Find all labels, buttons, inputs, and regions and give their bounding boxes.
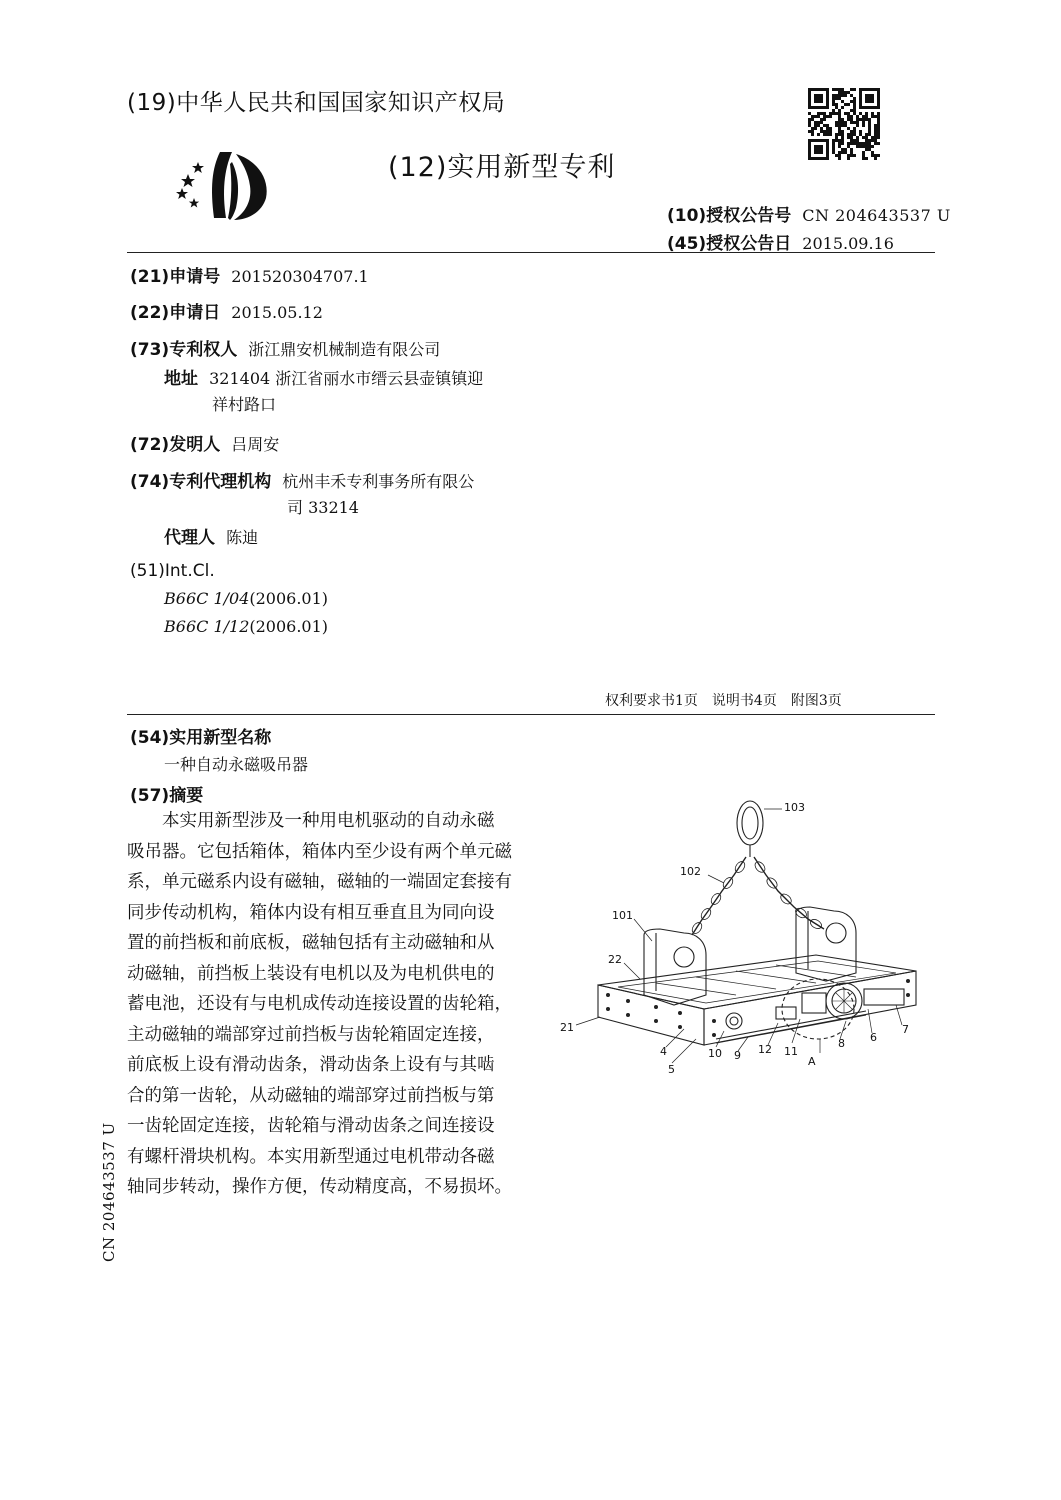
fig-label-9: 9 (734, 1049, 741, 1062)
fig-label-7: 7 (902, 1023, 909, 1036)
address-row (164, 364, 483, 389)
fig-label-6: 6 (870, 1031, 877, 1044)
fig-label-12: 12 (758, 1043, 772, 1056)
cnipa-emblem-icon (176, 148, 272, 224)
fig-label-10: 10 (708, 1047, 722, 1060)
address-line-1: 321404 浙江省丽水市缙云县壶镇镇迎 (209, 369, 484, 388)
fig-label-101: 101 (612, 909, 633, 922)
agent-row (164, 523, 258, 548)
biblio-divider (127, 714, 935, 715)
abstract-label: (57)摘要 (130, 786, 204, 806)
inventor-label: (72)发明人 (130, 435, 221, 455)
patentee-label: (73)专利权人 (130, 340, 238, 360)
abstract-line: 吸吊器。它包括箱体，箱体内至少设有两个单元磁 (127, 841, 512, 862)
ipc-entry (164, 589, 328, 608)
address-label: 地址 (164, 369, 198, 389)
agent: 陈迪 (226, 528, 259, 547)
agency-row (130, 467, 474, 492)
ipc-version: (2006.01) (249, 589, 329, 608)
publication-number: CN 204643537 U (802, 206, 951, 225)
ipc-code: B66C 1/04 (164, 589, 250, 608)
agency-label: (74)专利代理机构 (130, 472, 272, 492)
application-number-row (130, 262, 369, 287)
abstract-line: 有螺杆滑块机构。本实用新型通过电机带动各磁 (127, 1146, 495, 1167)
application-date-row (130, 298, 323, 323)
publication-date: 2015.09.16 (802, 234, 894, 253)
application-date-label: (22)申请日 (130, 303, 221, 323)
page-counts: 权利要求书1页 说明书4页 附图3页 (605, 693, 842, 709)
title-label: (54)实用新型名称 (130, 728, 272, 748)
agency-line-1: 杭州丰禾专利事务所有限公 (282, 472, 475, 491)
abstract-text (127, 806, 537, 1203)
office-name: (19)中华人民共和国国家知识产权局 (127, 90, 506, 116)
inventor: 吕周安 (231, 435, 280, 454)
publication-date-row (667, 229, 894, 254)
ipc-entry (164, 617, 328, 636)
fig-label-8: 8 (838, 1037, 845, 1050)
application-date: 2015.05.12 (231, 303, 323, 322)
application-number: 201520304707.1 (231, 267, 369, 286)
ipc-label: (51)Int.Cl. (130, 561, 215, 581)
abstract-line: 本实用新型涉及一种用电机驱动的自动永磁 (162, 811, 495, 831)
abstract-line: 前底板上设有滑动齿条，滑动齿条上设有与其啮 (127, 1055, 495, 1075)
ipc-version: (2006.01) (249, 617, 329, 636)
abstract-line: 系，单元磁系内设有磁轴，磁轴的一端固定套接有 (127, 872, 512, 892)
fig-label-22: 22 (608, 953, 622, 966)
inventor-row (130, 430, 279, 455)
abstract-line: 同步传动机构，箱体内设有相互垂直且为同向设 (127, 902, 495, 923)
agency-line-2: 司 33214 (287, 498, 359, 517)
abstract-figure (556, 795, 926, 1080)
fig-label-103: 103 (784, 801, 805, 814)
document-type: (12)实用新型专利 (388, 152, 616, 183)
publication-number-label: (10)授权公告号 (667, 206, 792, 226)
abstract-line: 蓄电池，还设有与电机成传动连接设置的齿轮箱， (127, 994, 512, 1014)
ipc-code: B66C 1/12 (164, 617, 250, 636)
header-divider (127, 252, 935, 253)
patentee: 浙江鼎安机械制造有限公司 (248, 340, 441, 359)
agent-label: 代理人 (164, 528, 215, 548)
fig-label-5: 5 (668, 1063, 675, 1076)
patentee-row (130, 335, 440, 360)
fig-label-21: 21 (560, 1021, 574, 1034)
fig-label-11: 11 (784, 1045, 798, 1058)
abstract-line: 置的前挡板和前底板，磁轴包括有主动磁轴和从 (127, 933, 495, 953)
application-number-label: (21)申请号 (130, 267, 221, 287)
address-line-2: 祥村路口 (212, 395, 277, 414)
abstract-line: 合的第一齿轮，从动磁轴的端部穿过前挡板与第 (127, 1085, 495, 1106)
fig-label-102: 102 (680, 865, 701, 878)
publication-date-label: (45)授权公告日 (667, 234, 792, 254)
publication-number-row (667, 201, 951, 226)
fig-label-4: 4 (660, 1045, 667, 1058)
abstract-line: 一齿轮固定连接，齿轮箱与滑动齿条之间连接设 (127, 1116, 495, 1136)
qr-code (808, 88, 880, 160)
utility-model-title: 一种自动永磁吸吊器 (164, 755, 309, 774)
side-publication-number: CN 204643537 U (100, 1122, 118, 1262)
fig-label-A: A (808, 1055, 816, 1068)
abstract-line: 轴同步转动，操作方便，传动精度高，不易损坏。 (127, 1177, 512, 1197)
abstract-line: 主动磁轴的端部穿过前挡板与齿轮箱固定连接， (127, 1024, 495, 1045)
abstract-line: 动磁轴，前挡板上装设有电机以及为电机供电的 (127, 963, 495, 984)
